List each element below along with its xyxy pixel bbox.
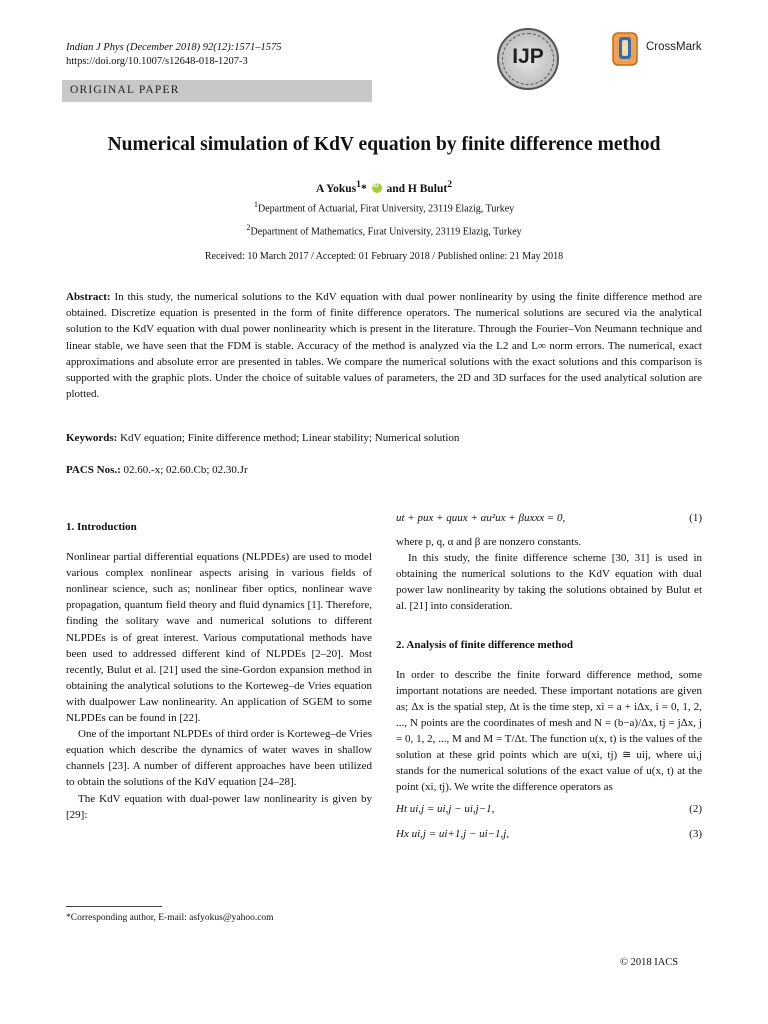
affiliation-1-text: Department of Actuarial, Firat University, 23119 Elazig, Turkey — [258, 203, 515, 215]
method-paragraph: In order to describe the finite forward difference method, some important notations are needed. These important notations are given as; Δx is the spatial step, Δt is the time step, xi = a + iΔx, i = 0, 1, 2, ..., N points are the coordinates of mesh and N = (b−a)/Δx, tj = jΔx, j = 0, 1, 2, ..., M and M = T/Δt. The function u(x, t) is the values of the solution at these grid points which are u(xi, tj) ≅ uij, where ui,j stands for the numerical solutions of the exact value of u(x, t) at the point (xi, tj). We write the difference operators as — [396, 668, 702, 794]
abstract — [66, 289, 702, 402]
equation-2: Ht ui,j = ui,j − ui,j−1, — [396, 803, 495, 816]
article-type-banner — [62, 80, 372, 102]
footnote-rule — [66, 906, 162, 907]
keywords-label: Keywords: — [66, 432, 118, 444]
intro-paragraph-3: The KdV equation with dual-power law nonlinearity is given by [29]: — [66, 792, 372, 821]
author-2-affil: 2 — [447, 179, 452, 190]
equation-3-row — [396, 826, 702, 842]
equation-3-number: (3) — [689, 827, 702, 840]
crossmark-icon[interactable] — [611, 31, 639, 67]
equation-1: ut + pux + quux + αu²ux + βuxxx = 0, — [396, 512, 566, 524]
author-1[interactable]: A Yokus — [316, 182, 357, 195]
equation-2-row — [396, 801, 702, 817]
left-column — [66, 519, 372, 823]
journal-logo — [497, 28, 559, 90]
paper-title: Numerical simulation of KdV equation by finite difference method — [107, 134, 661, 155]
pacs-text: 02.60.-x; 02.60.Cb; 02.30.Jr — [123, 464, 248, 476]
journal-logo-text: IJP — [512, 45, 544, 68]
abstract-label: Abstract: — [66, 291, 111, 303]
study-paragraph: In this study, the finite difference scheme [30, 31] is used in obtaining the numerical solutions to the KdV equation with dual power law nonlinearity by taking the solutions obtained by Bulut et al. [21] into consideration. — [396, 552, 702, 613]
abstract-text: In this study, the numerical solutions to the KdV equation with dual power nonlinearity by using the finite difference method are obtained. Discretize equation is presented in the form of finite difference operators. The numerical solutions are secured via the analytical solution to the KdV equation with dual power nonlinearity which is present in the literature. Through the Fourier–Von Neumann technique and linear stable, we have seen that the FDM is stable. Accuracy of the method is analyzed via the L2 and L∞ norm errors. The numerical, exact approximations and absolute error are presented in tables. We compare the numerical solutions with the exact solutions and this comparison is supported with the graphic plots. Under the choice of suitable values of parameters, the 2D and 3D surfaces for the used analytical solution are plotted. — [66, 291, 703, 401]
journal-citation: Indian J Phys (December 2018) 92(12):1571–1575 — [66, 42, 282, 53]
doi-link[interactable]: https://doi.org/10.1007/s12648-018-1207-3 — [66, 56, 248, 67]
orcid-icon[interactable] — [372, 183, 382, 193]
author-2[interactable]: and H Bulut — [386, 182, 448, 195]
pacs — [66, 464, 248, 476]
article-type-label: ORIGINAL PAPER — [70, 84, 180, 96]
equation-1-number: (1) — [689, 512, 702, 524]
copyright: © 2018 IACS — [620, 957, 679, 968]
intro-paragraph-1: Nonlinear partial differential equations (NLPDEs) are used to model various complex nonlinear aspects arising in various fields of nonlinear science, such as; nonlinear fiber optics, nonlinear wave propagation, quantum field theory and fluid dynamics [1]. Therefore, finding the solitary wave and numerical solutions to different NLPDEs is of great interest. Various computational methods have been used to addressed different kind of NLPDEs [2–20]. Most recently, Bulut et al. [21] used the sine-Gordon expansion method in obtaining the analytical solutions to the Korteweg–de Vries equation with dualpower Law nonlinearity. An application of SGEM to some NLPDEs can be found in [22]. — [66, 551, 372, 725]
section-2-heading: 2. Analysis of finite difference method — [396, 638, 574, 651]
corresponding-mark: * — [360, 182, 367, 195]
keywords-text: KdV equation; Finite difference method; Linear stability; Numerical solution — [120, 432, 460, 444]
equation-1-row — [396, 510, 702, 526]
affiliation-2 — [0, 223, 768, 237]
intro-paragraph-2: One of the important NLPDEs of third order is Korteweg–de Vries equation which describe the dynamics of water waves in shallow channels [23]. A number of different approaches have been utilized to obtain the solutions of the KdV equation [24–28]. — [66, 728, 372, 789]
equation-3: Hx ui,j = ui+1,j − ui−1,j, — [396, 827, 510, 840]
author-line — [0, 179, 768, 195]
dates-line: Received: 10 March 2017 / Accepted: 01 February 2018 / Published online: 21 May 2018 — [204, 251, 564, 262]
footnote: *Corresponding author, E-mail: asfyokus@yahoo.com — [66, 913, 274, 923]
keywords — [66, 432, 459, 444]
where-clause: where p, q, α and β are nonzero constants. — [396, 536, 582, 549]
affiliation-1-sup: 1 — [253, 200, 258, 209]
equation-2-number: (2) — [689, 803, 702, 816]
pacs-label: PACS Nos.: — [66, 464, 121, 476]
right-column — [396, 510, 702, 842]
author-1-affil: 1 — [356, 179, 361, 190]
affiliation-1 — [0, 200, 768, 214]
section-1-heading: 1. Introduction — [66, 521, 137, 533]
affiliation-2-text: Department of Mathematics, Fırat University, 23119 Elazig, Turkey — [250, 226, 522, 238]
affiliation-2-sup: 2 — [246, 223, 251, 232]
crossmark-label[interactable]: CrossMark — [646, 41, 702, 53]
